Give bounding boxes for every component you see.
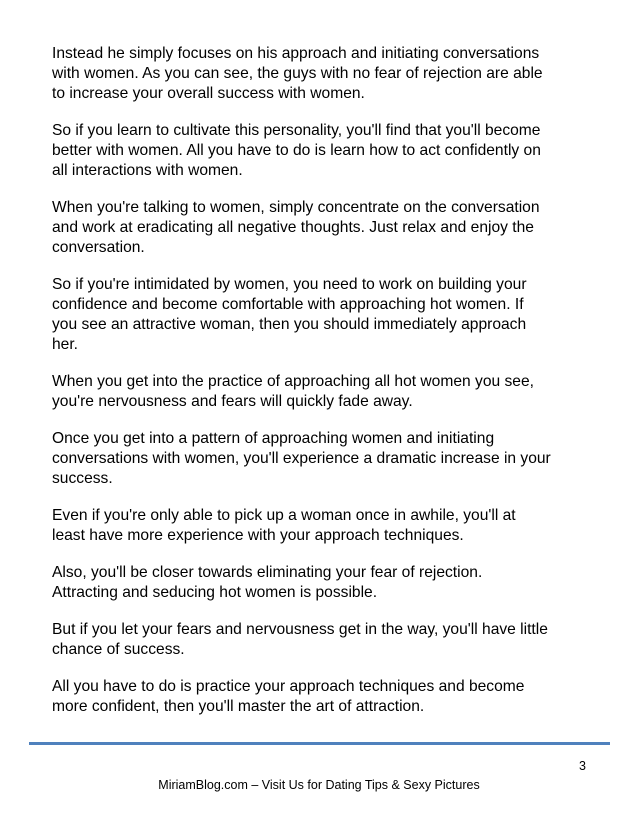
text-line: you're nervousness and fears will quickly fade away. <box>52 393 413 410</box>
text-line: you see an attractive woman, then you should immediately approach <box>52 316 527 333</box>
paragraph-1 <box>52 44 592 104</box>
text-line: Instead he simply focuses on his approach and initiating conversations <box>52 45 540 62</box>
text-line: more confident, then you'll master the art of attraction. <box>52 698 425 715</box>
text-line: success. <box>52 470 113 487</box>
text-line: least have more experience with your approach techniques. <box>52 527 464 544</box>
text-line: All you have to do is practice your approach techniques and become <box>52 678 525 695</box>
paragraph-2 <box>52 121 592 181</box>
paragraph-8 <box>52 563 592 603</box>
page-body <box>52 44 592 734</box>
text-line: Once you get into a pattern of approaching women and initiating <box>52 430 495 447</box>
paragraph-6 <box>52 429 592 489</box>
text-line: Attracting and seducing hot women is possible. <box>52 584 378 601</box>
paragraph-5 <box>52 372 592 412</box>
text-line: But if you let your fears and nervousness get in the way, you'll have little <box>52 621 548 638</box>
text-line: chance of success. <box>52 641 185 658</box>
text-line: conversations with women, you'll experience a dramatic increase in your <box>52 450 551 467</box>
footer-text: MiriamBlog.com – Visit Us for Dating Tips & Sexy Pictures <box>158 778 480 792</box>
text-line: confidence and become comfortable with approaching hot women. If <box>52 296 524 313</box>
text-line: conversation. <box>52 239 145 256</box>
paragraph-10 <box>52 677 592 717</box>
text-line: Even if you're only able to pick up a woman once in awhile, you'll at <box>52 507 516 524</box>
text-line: all interactions with women. <box>52 162 243 179</box>
text-line: to increase your overall success with women. <box>52 85 365 102</box>
text-line: with women. As you can see, the guys with no fear of rejection are able <box>52 65 543 82</box>
text-line: and work at eradicating all negative thoughts. Just relax and enjoy the <box>52 219 534 236</box>
text-line: better with women. All you have to do is learn how to act confidently on <box>52 142 541 159</box>
paragraph-7 <box>52 506 592 546</box>
text-line: When you get into the practice of approaching all hot women you see, <box>52 373 534 390</box>
paragraph-4 <box>52 275 592 355</box>
text-line: So if you learn to cultivate this personality, you'll find that you'll become <box>52 122 541 139</box>
paragraph-9 <box>52 620 592 660</box>
footer-divider <box>29 742 610 745</box>
text-line: So if you're intimidated by women, you need to work on building your <box>52 276 527 293</box>
text-line: When you're talking to women, simply concentrate on the conversation <box>52 199 540 216</box>
text-line: her. <box>52 336 79 353</box>
text-line: Also, you'll be closer towards eliminating your fear of rejection. <box>52 564 483 581</box>
page-number: 3 <box>579 759 586 773</box>
paragraph-3 <box>52 198 592 258</box>
